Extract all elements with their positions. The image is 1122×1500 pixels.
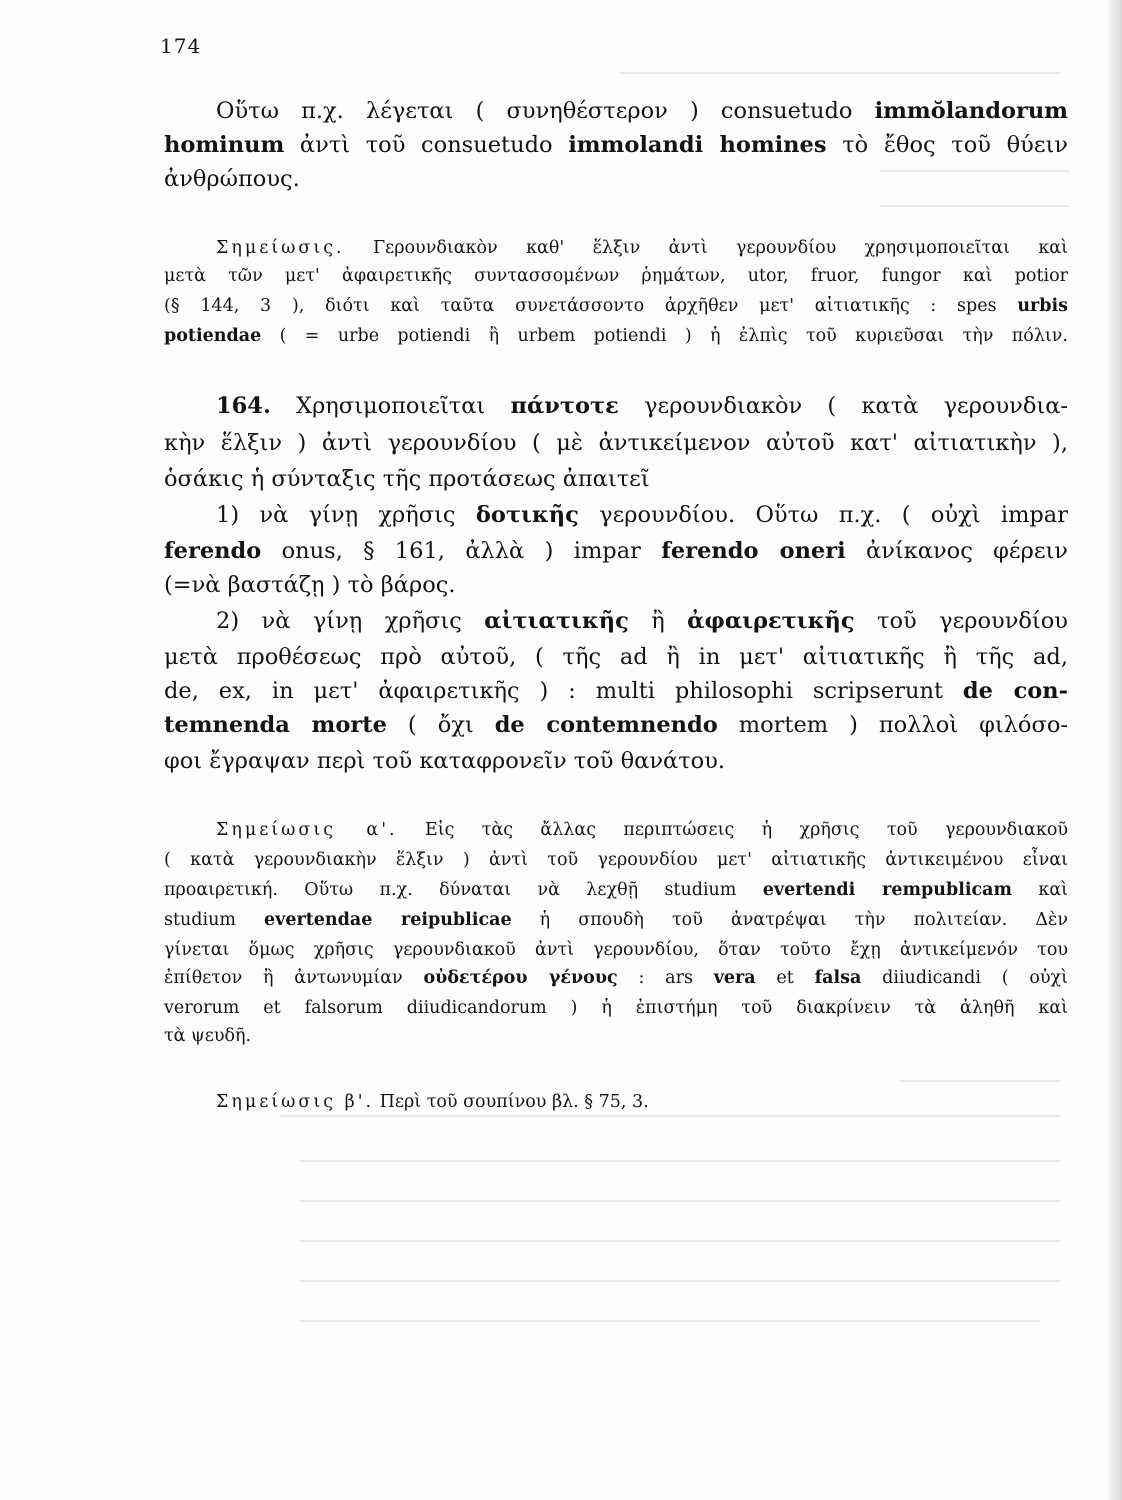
section-164-line-5	[164, 538, 1068, 564]
note1-line-1	[216, 238, 1068, 258]
text-run: προαιρετική. Οὕτω π.χ. δύναται νὰ λεχθῇ studium	[164, 880, 763, 900]
bold-term: de contemnendo	[494, 712, 718, 738]
section-164-line-11: φοι ἔγραψαν περὶ τοῦ καταφρονεῖν τοῦ θανάτου.	[164, 748, 726, 774]
section-164-line-4	[216, 502, 1068, 528]
text-run: studium	[164, 910, 265, 930]
text-run: Γερουνδιακὸν καθ' ἕλξιν ἀντὶ γερουνδίου χρησιμοποιεῖται καὶ	[344, 238, 1068, 258]
para1-line-2	[164, 132, 1068, 158]
note-label: Σημείωσις α'.	[216, 820, 398, 840]
bleed-through-line	[300, 1200, 1060, 1202]
bleed-through-line	[300, 1240, 1060, 1242]
note1-line-4	[164, 326, 1068, 346]
bold-term: urbis	[1017, 296, 1068, 316]
section-number: 164.	[216, 393, 271, 419]
text-run: 1) νὰ γίνῃ χρῆσις	[216, 502, 476, 528]
text-run: ἡ σπουδὴ τοῦ ἀνατρέψαι τὴν πολιτείαν. Δὲν	[511, 910, 1068, 930]
note2-line-7: verorum et falsorum diiudicandorum ) ἡ ἐπιστήμη τοῦ διακρίνειν τὰ ἀληθῆ καὶ	[164, 998, 1068, 1018]
bleed-through-line	[880, 205, 1070, 207]
bold-term: δοτικῆς	[475, 502, 579, 528]
section-164-line-10	[164, 712, 1068, 738]
note2-line-2: ( κατὰ γερουνδιακὴν ἕλξιν ) ἀντὶ τοῦ γερουνδίου μετ' αἰτιατικῆς ἀντικειμένου εἶναι	[164, 850, 1068, 870]
note3-line-1	[216, 1092, 649, 1112]
note2-line-4	[164, 910, 1068, 930]
text-run: ἀνίκανος φέρειν	[845, 538, 1068, 564]
text-run: γερουνδίου. Οὕτω π.χ. ( οὐχὶ impar	[578, 502, 1068, 528]
scan-edge-shadow	[1108, 0, 1122, 1500]
para1-line-3: ἀνθρώπους.	[164, 166, 300, 192]
bold-term: ferendo oneri	[661, 538, 846, 564]
note1-line-2: μετὰ τῶν μετ' ἀφαιρετικῆς συντασσομένων ῥημάτων, utor, fruor, fungor καὶ potior	[164, 266, 1068, 286]
bleed-through-line	[300, 1160, 1060, 1162]
bold-term: temnenda morte	[164, 712, 387, 738]
bold-term: evertendae reipublicae	[264, 910, 512, 930]
text-run: ἢ	[628, 608, 688, 634]
text-run: καὶ	[1012, 880, 1068, 900]
bold-term: πάντοτε	[510, 393, 619, 419]
text-run: : ars	[617, 968, 714, 988]
text-run: Χρησιμοποιεῖται	[270, 393, 511, 419]
text-run: ἀντὶ τοῦ consuetudo	[284, 132, 569, 158]
text-run: et	[755, 968, 815, 988]
note2-line-5: γίνεται ὅμως χρῆσις γερουνδιακοῦ ἀντὶ γερουνδίου, ὅταν τοῦτο ἔχῃ ἀντικείμενόν του	[164, 940, 1068, 960]
page-number: 174	[160, 34, 202, 58]
section-164-line-8: μετὰ προθέσεως πρὸ αὐτοῦ, ( τῆς ad ἢ in μετ' αἰτιατικῆς ἢ τῆς ad,	[164, 644, 1068, 670]
text-run: 2) νὰ γίνῃ χρῆσις	[216, 608, 485, 634]
bold-term: falsa	[814, 968, 862, 988]
section-164-line-7	[216, 608, 1068, 634]
bold-term: immolandi homines	[568, 132, 827, 158]
para1-line-1	[216, 98, 1068, 124]
note-label: Σημείωσις.	[216, 238, 345, 258]
note2-line-8: τὰ ψευδῆ.	[164, 1026, 252, 1046]
text-run: diiudicandi ( οὐχὶ	[861, 968, 1069, 988]
bleed-through-line	[300, 1280, 1060, 1282]
bold-term: ἀφαιρετικῆς	[687, 608, 855, 634]
bold-term: ferendo	[164, 538, 262, 564]
note2-line-1	[216, 820, 1068, 840]
bold-term: de con-	[962, 678, 1068, 704]
bleed-through-line	[620, 72, 1060, 74]
bleed-through-line	[880, 170, 1070, 172]
note2-line-6	[164, 968, 1068, 988]
bold-term: vera	[713, 968, 756, 988]
text-run: Περὶ τοῦ σουπίνου βλ. § 75, 3.	[374, 1092, 649, 1112]
text-run: de, ex, in μετ' ἀφαιρετικῆς ) : multi philosophi scripserunt	[164, 678, 963, 704]
text-run: Οὕτω π.χ. λέγεται ( συνηθέστερον ) consuetudo	[216, 98, 875, 124]
text-run: (§ 144, 3 ), διότι καὶ ταῦτα συνετάσσοντο ἀρχῆθεν μετ' αἰτιατικῆς : spes	[164, 296, 1018, 316]
text-run: ἐπίθετον ἢ ἀντωνυμίαν	[164, 968, 424, 988]
bold-term: immŏlandorum	[874, 98, 1068, 124]
text-run: ( = urbe potiendi ἢ urbem potiendi ) ἡ ἐλπὶς τοῦ κυριεῦσαι τὴν πόλιν.	[261, 326, 1068, 346]
note1-line-3	[164, 296, 1068, 316]
section-164-line-3: ὁσάκις ἡ σύνταξις τῆς προτάσεως ἀπαιτεῖ	[164, 466, 650, 492]
section-164-line-6: (=νὰ βαστάζῃ ) τὸ βάρος.	[164, 572, 456, 598]
bold-term: αἰτιατικῆς	[484, 608, 629, 634]
text-run: mortem ) πολλοὶ φιλόσο-	[717, 712, 1068, 738]
bold-term: evertendi rempublicam	[762, 880, 1013, 900]
bold-term: οὐδετέρου γένους	[423, 968, 618, 988]
text-run: Εἰς τὰς ἄλλας περιπτώσεις ἡ χρῆσις τοῦ γερουνδιακοῦ	[397, 820, 1068, 840]
section-164-line-9	[164, 678, 1068, 704]
text-run: τοῦ γερουνδίου	[854, 608, 1068, 634]
section-164-line-1	[216, 393, 1068, 419]
text-run: τὸ ἔθος τοῦ θύειν	[826, 132, 1068, 158]
text-run: onus, § 161, ἀλλὰ ) impar	[261, 538, 662, 564]
note-label: Σημείωσις β'.	[216, 1092, 375, 1112]
bold-term: hominum	[164, 132, 285, 158]
bold-term: potiendae	[164, 326, 262, 346]
bleed-through-line	[900, 1080, 1060, 1082]
text-run: γερουνδιακὸν ( κατὰ γερουνδια-	[618, 393, 1068, 419]
note2-line-3	[164, 880, 1068, 900]
section-164-line-2: κὴν ἕλξιν ) ἀντὶ γερουνδίου ( μὲ ἀντικείμενον αὐτοῦ κατ' αἰτιατικὴν ),	[164, 430, 1068, 456]
bleed-through-line	[280, 1115, 1060, 1117]
text-run: ( ὄχι	[386, 712, 495, 738]
bleed-through-line	[300, 1320, 1040, 1322]
